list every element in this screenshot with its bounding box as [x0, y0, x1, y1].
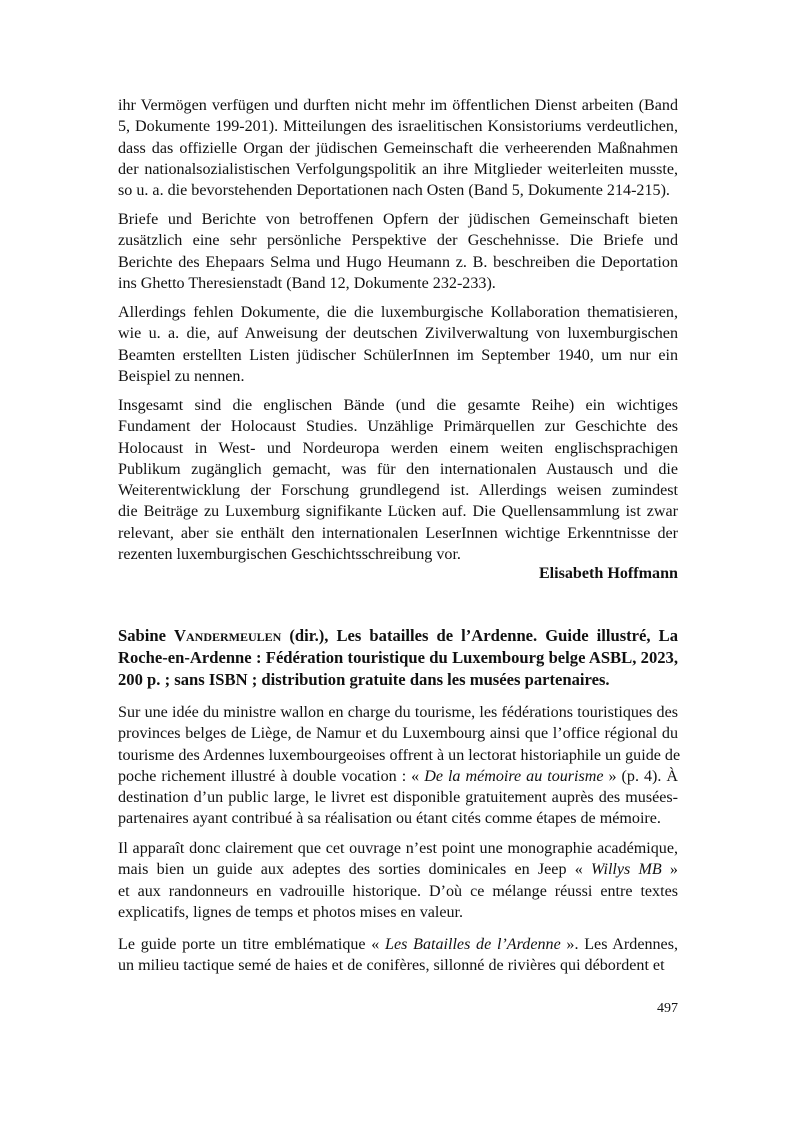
text-line: der nationalsozialistischen Verfolgungspolitik an ihre Mitglieder weiterleiten musste, [118, 160, 678, 178]
text-segment: un milieu tactique semé de haies et de conifères, sillonné de rivières qui débordent et [118, 957, 665, 975]
review-paragraph-1 [118, 702, 681, 830]
text-segment: partenaires ayant contribué à sa réalisation ou étant cités comme étapes de mémoire. [118, 810, 661, 828]
text-line: so u. a. die bevorstehenden Deportationen nach Osten (Band 5, Dokumente 214-215). [118, 182, 670, 200]
paragraph-2 [118, 209, 678, 294]
text-line: dass das offizielle Organ der jüdischen Gemeinschaft die verheerenden Maßnahmen [118, 139, 678, 157]
text-line [118, 859, 678, 880]
text-segment: » [661, 861, 678, 879]
italic-title: Les Batailles de l’Ardenne [385, 936, 561, 953]
text-line [118, 745, 681, 766]
text-line [118, 723, 678, 744]
text-line: relevant, aber sie enthält den internationalen LeserInnen wichtige Erkenntnisse der [118, 524, 678, 542]
italic-title: Willys MB [590, 861, 662, 879]
text-line [118, 881, 678, 902]
text-segment: Il apparaît donc clairement que cet ouvrage n’est point une monographie académique, [118, 840, 678, 857]
review-signature: Elisabeth Hoffmann [538, 565, 678, 582]
review-paragraph-2 [118, 838, 678, 923]
paragraph-text [118, 302, 678, 387]
text-line: wie u. a. die, auf Anweisung der deutschen Zivilverwaltung von luxemburgischen [118, 325, 678, 343]
text-line: Beamten erstellten Listen jüdischer SchülerInnen im September 1940, um nur ein [118, 346, 678, 364]
author-last-name: Vandermeulen [174, 626, 282, 645]
paragraph-text [118, 95, 678, 201]
text-line [118, 787, 678, 808]
text-segment: Sur une idée du ministre wallon en charge du tourisme, les fédérations touristiques des [118, 704, 678, 721]
paragraph-4 [118, 395, 678, 565]
italic-title: De la mémoire au tourisme [424, 767, 604, 785]
text-line [118, 702, 678, 723]
text-segment: destination d’un public large, le livret est disponible gratuitement auprès des musées- [118, 789, 678, 807]
text-line: die Beiträge zu Luxemburg signifikante Lücken auf. Die Quellensammlung ist zwar [118, 503, 678, 521]
text-segment: tourisme des Ardennes luxembourgeoises offrent à un lectorat historiaphile un guide de [118, 746, 681, 764]
review-heading-line-3: 200 p. ; sans ISBN ; distribution gratuite dans les musées partenaires. [118, 670, 610, 689]
text-line: Briefe und Berichte von betroffenen Opfern der jüdischen Gemeinschaft bieten [118, 211, 678, 228]
text-line: ihr Vermögen verfügen und durften nicht mehr im öffentlichen Dienst arbeiten (Band [118, 97, 678, 114]
text-line: Berichte des Ehepaars Selma und Hugo Heumann z. B. beschreiben die Deportation [118, 253, 678, 271]
text-line: Fundament der Holocaust Studies. Unzählige Primärquellen zur Geschichte des [118, 418, 678, 436]
review-heading-line-1 [118, 625, 678, 647]
text-line: zusätzlich eine sehr persönliche Perspektive der Geschehnisse. Die Briefe und [118, 232, 678, 250]
paragraph-3 [118, 302, 678, 387]
text-line: ins Ghetto Theresienstadt (Band 12, Dokumente 232-233). [118, 274, 496, 292]
text-line [118, 902, 678, 923]
text-line: Holocaust in West- und Nordeuropa werden einem weiten englischsprachigen [118, 439, 678, 457]
text-segment: provinces belges de Liège, de Namur et du Luxembourg ainsi que l’office régional du [118, 725, 678, 743]
text-line [118, 766, 678, 787]
paragraph-text [118, 209, 678, 294]
review-heading [118, 625, 678, 691]
text-line [118, 838, 678, 859]
text-segment: ». Les Ardennes, [560, 936, 678, 953]
text-segment: » (p. 4). À [603, 767, 678, 785]
paragraph-text [118, 395, 678, 565]
text-segment: poche richement illustré à double vocation : « [118, 767, 425, 785]
text-segment: mais bien un guide aux adeptes des sorties dominicales en Jeep « [118, 861, 591, 879]
text-line: Beispiel zu nennen. [118, 367, 245, 385]
text-line: Allerdings fehlen Dokumente, die die luxemburgische Kollaboration thematisieren, [118, 304, 678, 321]
review-paragraph-3 [118, 934, 678, 977]
paragraph-text [118, 934, 678, 977]
paragraph-1 [118, 95, 678, 201]
text-line: rezenten luxemburgischen Geschichtsschreibung vor. [118, 546, 461, 564]
review-heading-line-2: Roche-en-Ardenne : Fédération touristique du Luxembourg belge ASBL, 2023, [118, 648, 678, 667]
text-line: 5, Dokumente 199-201). Mitteilungen des israelitischen Konsistoriums verdeutlichen, [118, 118, 678, 136]
text-line [118, 808, 678, 829]
title-part-1: (dir.), Les batailles de l’Ardenne. Guide illustré, La [281, 626, 678, 645]
text-segment: Le guide porte un titre emblématique « [118, 936, 386, 953]
paragraph-text [118, 838, 678, 923]
paragraph-text [118, 702, 681, 830]
text-segment: explicatifs, lignes de temps et photos mises en valeur. [118, 903, 464, 921]
text-line [118, 934, 678, 955]
text-line: Weiterentwicklung der Forschung grundlegend ist. Allerdings weisen zumindest [118, 482, 678, 500]
text-segment: et aux randonneurs en vadrouille historique. D’où ce mélange réussi entre textes [118, 882, 678, 900]
author-first-name: Sabine [118, 626, 175, 645]
page-number: 497 [657, 1001, 678, 1016]
text-line [118, 955, 678, 976]
text-line: Publikum zugänglich gemacht, was für den internationalen Austausch und die [118, 460, 678, 478]
text-line: Insgesamt sind die englischen Bände (und die gesamte Reihe) ein wichtiges [118, 397, 678, 414]
